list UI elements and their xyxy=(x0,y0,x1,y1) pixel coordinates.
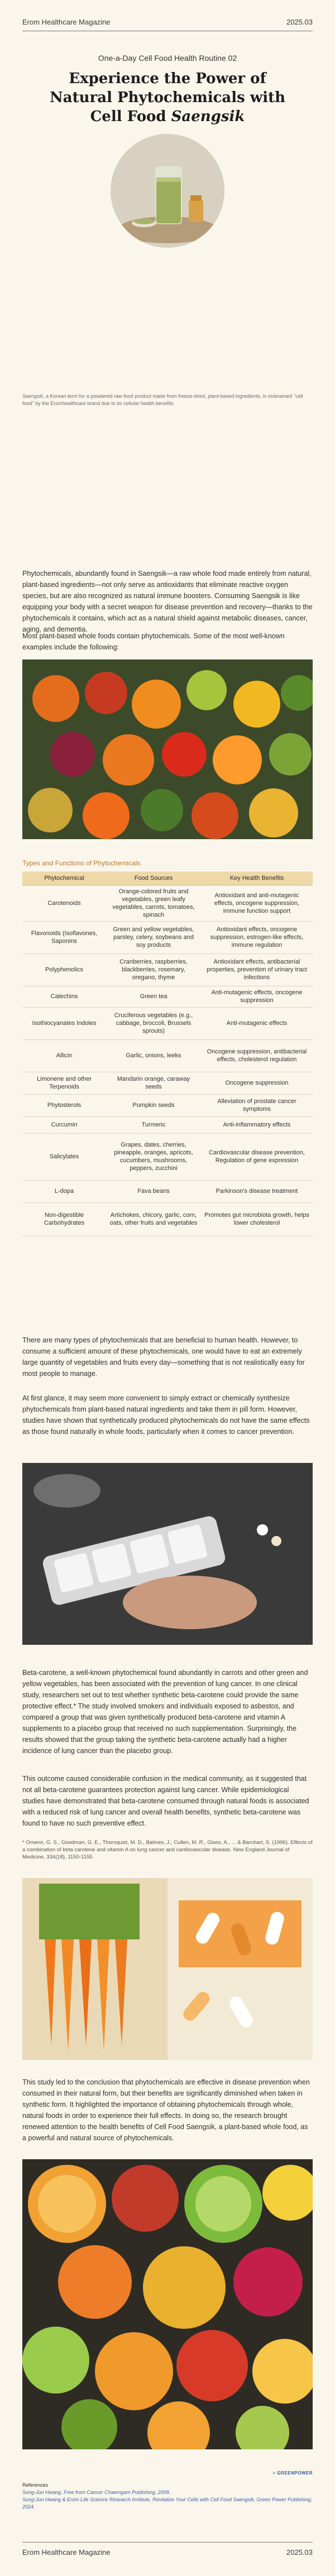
table-cell: Oncogene suppression, antibacterial effects, cholesterol regulation xyxy=(201,1039,313,1072)
magazine-name: Erom Healthcare Magazine xyxy=(22,18,111,26)
column-header: Phytochemical xyxy=(22,871,106,885)
table-cell: Carotenoids xyxy=(22,885,106,921)
table-cell: Anti-inflammatory effects xyxy=(201,1116,313,1133)
table-cell: Flavonoids (Isoflavones, Saponins xyxy=(22,921,106,954)
saengsik-drink-illustration xyxy=(111,134,224,248)
paragraph-beta-carotene: Beta-carotene, a well-known phytochemical found abundantly in carrots and other green and yellow vegetables, has been associated with the prevention of lung cancer. In one clinical study, researchers set out to test whether synthetic beta-carotene could provide the same protective effect.* The study involved smokers and individuals exposed to asbestos, and compared a group that was given synthetically produced beta-carotene and vitamin A supplements to a placebo group that received no such supplementation. Surprisingly, the results showed that the group taking the synthetic beta-carotene actually had a higher incidence of lung cancer than the placebo group. xyxy=(22,1669,308,1755)
title-line-2: Natural Phytochemicals with xyxy=(50,89,285,106)
paragraph-examples: Most plant-based whole foods contain phytochemicals. Some of the most well-known examples include the following: xyxy=(22,632,285,651)
table-row xyxy=(22,1039,313,1072)
table-row xyxy=(22,1202,313,1236)
table-cell: Cardiovascular disease prevention, Regulation of gene expression xyxy=(201,1133,313,1180)
table-cell: Antioxidant effects, antibacterial properties, prevention of urinary tract infections xyxy=(201,954,313,986)
title-line-1: Experience the Power of xyxy=(69,70,266,87)
fruit-slices-photo xyxy=(22,2159,313,2449)
table-cell: Salicylates xyxy=(22,1133,106,1180)
table-row xyxy=(22,921,313,954)
pills-photo xyxy=(22,1463,313,1645)
paragraph-synthetic: At first glance, it may seem more convenient to simply extract or chemically synthesize phytochemicals from plant-based natural ingredients and take them in pill form. However, studies have shown that synthetically produced phytochemicals do not have the same effects as those found naturally in whole foods, particularly when it comes to cancer prevention. xyxy=(22,1394,310,1436)
table-cell: Orange-colored fruits and vegetables, green leafy vegetables, carrots, tomatoes, spinach xyxy=(106,885,201,921)
title-line-3: Cell Food Saengsik xyxy=(90,108,245,125)
table-cell: Non-digestible Carbohydrates xyxy=(22,1202,106,1236)
reference-item: Sung-Jun Hwang & Erom Life Science Research Institute, Revitalize Your Cells with Cell Food Saengsik, Green Power Publishing, 2024. xyxy=(22,2497,313,2510)
table-cell: Turmeric xyxy=(106,1116,201,1133)
table-header-row xyxy=(22,871,313,885)
carrots-photo xyxy=(22,1878,313,2060)
paragraph-confusion: This outcome caused considerable confusion in the medical community, as it suggested that not all beta-carotene guarantees protection against lung cancer. While epidemiological studies have demonstrated that beta-carotene consumed through natural foods is associated with a reduced risk of lung cancer and overall health benefits, synthetic beta-carotene was found to have no such preventive effect. xyxy=(22,1775,309,1827)
table-cell: Parkinson's disease treatment xyxy=(201,1180,313,1202)
column-header: Key Health Benefits xyxy=(201,871,313,885)
references-heading: References xyxy=(22,2482,49,2488)
table-cell: Garlic, onions, leeks xyxy=(106,1039,201,1072)
references xyxy=(22,2482,313,2511)
produce-photo xyxy=(22,659,313,839)
table-cell: Antioxidant and anti-mutagenic effects, oncogene suppression, immune function support xyxy=(201,885,313,921)
table-cell: Grapes, dates, cherries, pineapple, oranges, apricots, cucumbers, mushrooms, peppers, zucchini xyxy=(106,1133,201,1180)
table-cell: Pumpkin seeds xyxy=(106,1094,201,1116)
table-cell: Alleviation of prostate cancer symptoms xyxy=(201,1094,313,1116)
table-row xyxy=(22,1007,313,1039)
hero-image xyxy=(111,134,224,248)
table-cell: Promotes gut microbiota growth, helps lower cholesterol xyxy=(201,1202,313,1236)
table-cell: Limonene and other Terpenoids xyxy=(22,1072,106,1094)
table-cell: Cranberries, raspberries, blackberries, rosemary, oregano, thyme xyxy=(106,954,201,986)
table-row xyxy=(22,1072,313,1094)
table-cell: Artichokes, chicory, garlic, corn, oats, other fruits and vegetables xyxy=(106,1202,201,1236)
hero-caption: Saengsik, a Korean term for a powdered raw food product made from freeze-dried, plant-based ingredients, is nicknamed "cell food" by the Eromhealthcare brand due to its cellular health benefits. xyxy=(22,393,303,406)
top-bar xyxy=(22,18,313,31)
footer-bar xyxy=(22,2542,313,2556)
brand-logo: ≡ GREENPOWER xyxy=(272,2471,313,2476)
paragraph-conclusion: This study led to the conclusion that phytochemicals are effective in disease prevention when consumed in their natural form, but their benefits are significantly diminished when taken in synthetic form. It highlighted the importance of obtaining phytochemicals through whole, natural foods in order to experience their full effects. In doing so, the research brought renewed attention to the health benefits of Cell Food Saengsik, a plant-based whole food, as a powerful and natural source of phytochemicals. xyxy=(22,2078,310,2142)
table-cell: Green and yellow vegetables, parsley, celery, soybeans and soy products xyxy=(106,921,201,954)
column-header: Food Sources xyxy=(106,871,201,885)
table-row xyxy=(22,1116,313,1133)
table-cell: Anti-mutagenic effects xyxy=(201,1007,313,1039)
table-row xyxy=(22,1094,313,1116)
table-row xyxy=(22,954,313,986)
footer-magazine-name: Erom Healthcare Magazine xyxy=(22,2548,111,2556)
series-subtitle: One-a-Day Cell Food Health Routine 02 xyxy=(98,54,237,62)
table-cell: Polyphenolics xyxy=(22,954,106,986)
footer-date: 2025.03 xyxy=(286,2548,313,2556)
issue-date: 2025.03 xyxy=(286,18,313,26)
table-cell: Isothiocyanates Indoles xyxy=(22,1007,106,1039)
table-cell: Fava beans xyxy=(106,1180,201,1202)
table-row xyxy=(22,1180,313,1202)
table-title: Types and Functions of Phytochemicals xyxy=(22,859,141,867)
table-cell: Phytosterols xyxy=(22,1094,106,1116)
table-row xyxy=(22,986,313,1007)
paragraph-intro: Phytochemicals, abundantly found in Saengsik—a raw whole food made entirely from natural, plant-based ingredients—not only serve as antioxidants that eliminate reactive oxygen species, but are also recognized as natural immune boosters. Consuming Saengsik is like equipping your body with a secret weapon for disease prevention and recovery—thanks to the phytochemicals it contains, which act as a natural shield against metabolic diseases, cancer, aging, and dementia. xyxy=(22,570,313,633)
table-cell: Cruciferous vegetables (e.g., cabbage, broccoli, Brussels sprouts) xyxy=(106,1007,201,1039)
reference-item: Sung-Jun Hwang, Free from Cancer Chaemgam Publishing, 2009. xyxy=(22,2490,171,2495)
table-cell: Antioxidant effects, oncogene suppression, estrogen-like effects, immune regulation xyxy=(201,921,313,954)
phytochemical-table xyxy=(22,871,313,1236)
footnote: * Omenn, G. S., Goodman, G. E., Thornquist, M. D., Balmes, J., Cullen, M. R., Glass, A., ... & Barnhart, S. (1996). Effects of a combination of beta carotene and vitamin A on lung cancer and cardiovascular disease. New England Journal of Medicine, 334(18), 1150-1155. xyxy=(22,1840,313,1860)
table-row xyxy=(22,885,313,921)
table-row xyxy=(22,1133,313,1180)
table-cell: Curcumin xyxy=(22,1116,106,1133)
table-cell: L-dopa xyxy=(22,1180,106,1202)
table-cell: Anti-mutagenic effects, oncogene suppression xyxy=(201,986,313,1007)
paragraph-quantity: There are many types of phytochemicals that are beneficial to human health. However, to consume a sufficient amount of these phytochemicals, one would have to eat an extremely large quantity of vegetables and fruits every day—something that is not realistically easy for most people to manage. xyxy=(22,1336,305,1378)
table-cell: Allicin xyxy=(22,1039,106,1072)
table-cell: Oncogene suppression xyxy=(201,1072,313,1094)
page-title xyxy=(34,69,302,126)
table-cell: Catechins xyxy=(22,986,106,1007)
table-cell: Mandarin orange, caraway seeds xyxy=(106,1072,201,1094)
table-cell: Green tea xyxy=(106,986,201,1007)
